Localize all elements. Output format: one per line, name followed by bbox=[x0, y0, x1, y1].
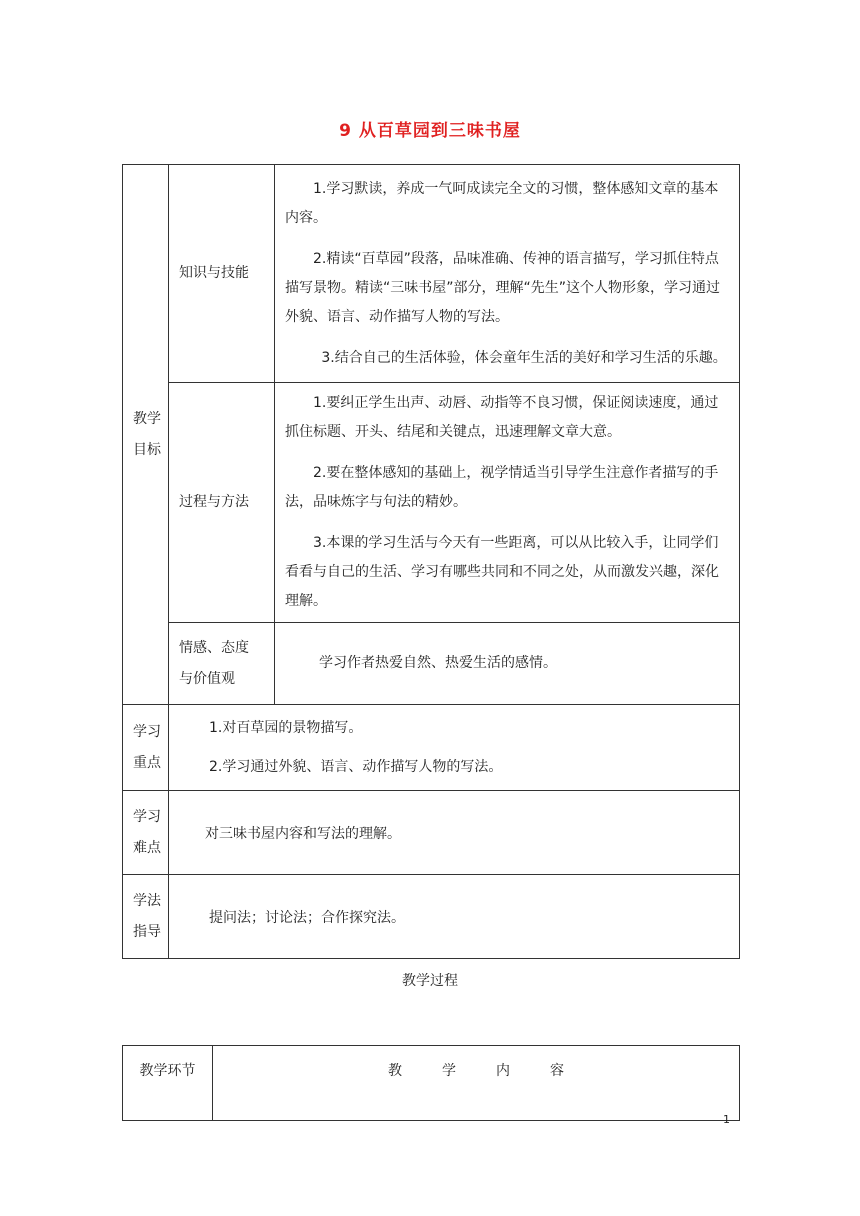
document-title: 9 从百草园到三味书屋 bbox=[339, 121, 521, 141]
process-row bbox=[123, 383, 740, 623]
column-header-content: 教 学 内 容 bbox=[213, 1046, 740, 1121]
keypoint-item: 1.对百草园的景物描写。 bbox=[209, 719, 363, 736]
method-label: 学法 指导 bbox=[123, 875, 169, 959]
difficulty-row bbox=[123, 791, 740, 875]
knowledge-item: 1.学习默读，养成一气呵成读完全文的习惯，整体感知文章的基本内容。 bbox=[285, 180, 719, 226]
method-row bbox=[123, 875, 740, 959]
column-header-stage: 教学环节 bbox=[123, 1046, 213, 1121]
difficulty-label: 学习 难点 bbox=[123, 791, 169, 875]
process-item: 2.要在整体感知的基础上，视学情适当引导学生注意作者描写的手法，品味炼字与句法的精妙。 bbox=[285, 465, 719, 510]
lesson-plan-table bbox=[122, 164, 740, 959]
page-number: 1 bbox=[723, 1113, 730, 1126]
emotion-content: 学习作者热爱自然、热爱生活的感情。 bbox=[275, 623, 740, 705]
keypoint-item: 2.学习通过外貌、语言、动作描写人物的写法。 bbox=[209, 758, 503, 775]
knowledge-row bbox=[123, 165, 740, 383]
objectives-label: 教学 目标 bbox=[123, 165, 169, 705]
process-heading: 教学过程 bbox=[402, 973, 458, 989]
process-header-row bbox=[123, 1046, 740, 1121]
process-label: 过程与方法 bbox=[169, 383, 275, 623]
process-item: 1.要纠正学生出声、动唇、动指等不良习惯，保证阅读速度，通过抓住标题、开头、结尾和关键点，迅速理解文章大意。 bbox=[285, 395, 719, 440]
keypoints-label: 学习 重点 bbox=[123, 705, 169, 791]
knowledge-item: 2.精读“百草园”段落，品味准确、传神的语言描写，学习抓住特点描写景物。精读“三味书屋”部分，理解“先生”这个人物形象，学习通过外貌、语言、动作描写人物的写法。 bbox=[285, 250, 721, 325]
knowledge-label: 知识与技能 bbox=[169, 165, 275, 383]
emotion-label: 情感、态度 与价值观 bbox=[169, 623, 275, 705]
keypoints-row bbox=[123, 705, 740, 791]
knowledge-item: 3.结合自己的生活体验，体会童年生活的美好和学习生活的乐趣。 bbox=[321, 349, 727, 366]
process-table bbox=[122, 1045, 740, 1121]
method-content: 提问法；讨论法；合作探究法。 bbox=[169, 875, 740, 959]
difficulty-content: 对三味书屋内容和写法的理解。 bbox=[169, 791, 740, 875]
knowledge-content bbox=[275, 165, 740, 383]
emotion-row bbox=[123, 623, 740, 705]
process-content bbox=[275, 383, 740, 623]
process-item: 3.本课的学习生活与今天有一些距离，可以从比较入手，让同学们看看与自己的生活、学习有哪些共同和不同之处，从而激发兴趣，深化理解。 bbox=[285, 535, 719, 609]
keypoints-content bbox=[169, 705, 740, 791]
